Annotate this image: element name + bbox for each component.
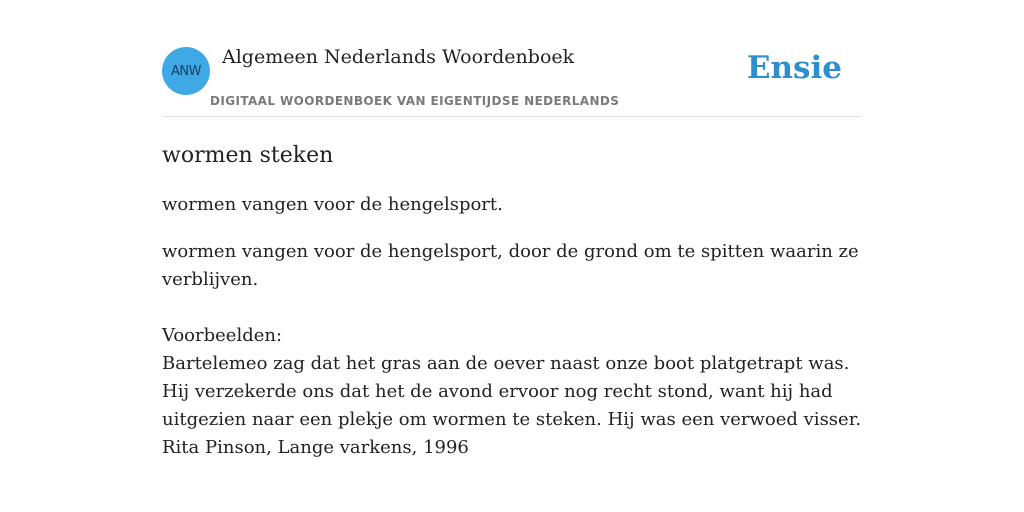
header — [162, 46, 862, 117]
examples-label: Voorbeelden: — [162, 325, 283, 346]
site-subtitle: DIGITAAL WOORDENBOEK VAN EIGENTIJDSE NEDERLANDS — [210, 94, 620, 108]
page — [162, 0, 862, 462]
example-source: Rita Pinson, Lange varkens, 1996 — [162, 437, 469, 458]
anw-logo-text: ANW — [171, 63, 201, 79]
long-definition: wormen vangen voor de hengelsport, door de grond om te spitten waarin ze verblijven. — [162, 241, 859, 290]
short-definition: wormen vangen voor de hengelsport. — [162, 194, 503, 215]
examples-section — [162, 322, 862, 462]
example-quote: Bartelemeo zag dat het gras aan de oever naast onze boot platgetrapt was. Hij verzekerde ons dat het de avond ervoor nog recht stond, want hij had uitgezien naar een plekje om wormen te steken. Hij was een verwoed visser. — [162, 353, 862, 430]
site-title[interactable]: Algemeen Nederlands Woordenboek — [222, 46, 575, 68]
anw-logo[interactable] — [162, 47, 210, 95]
entry-title: wormen steken — [162, 143, 334, 168]
ensie-logo-link[interactable]: Ensie — [746, 50, 842, 86]
